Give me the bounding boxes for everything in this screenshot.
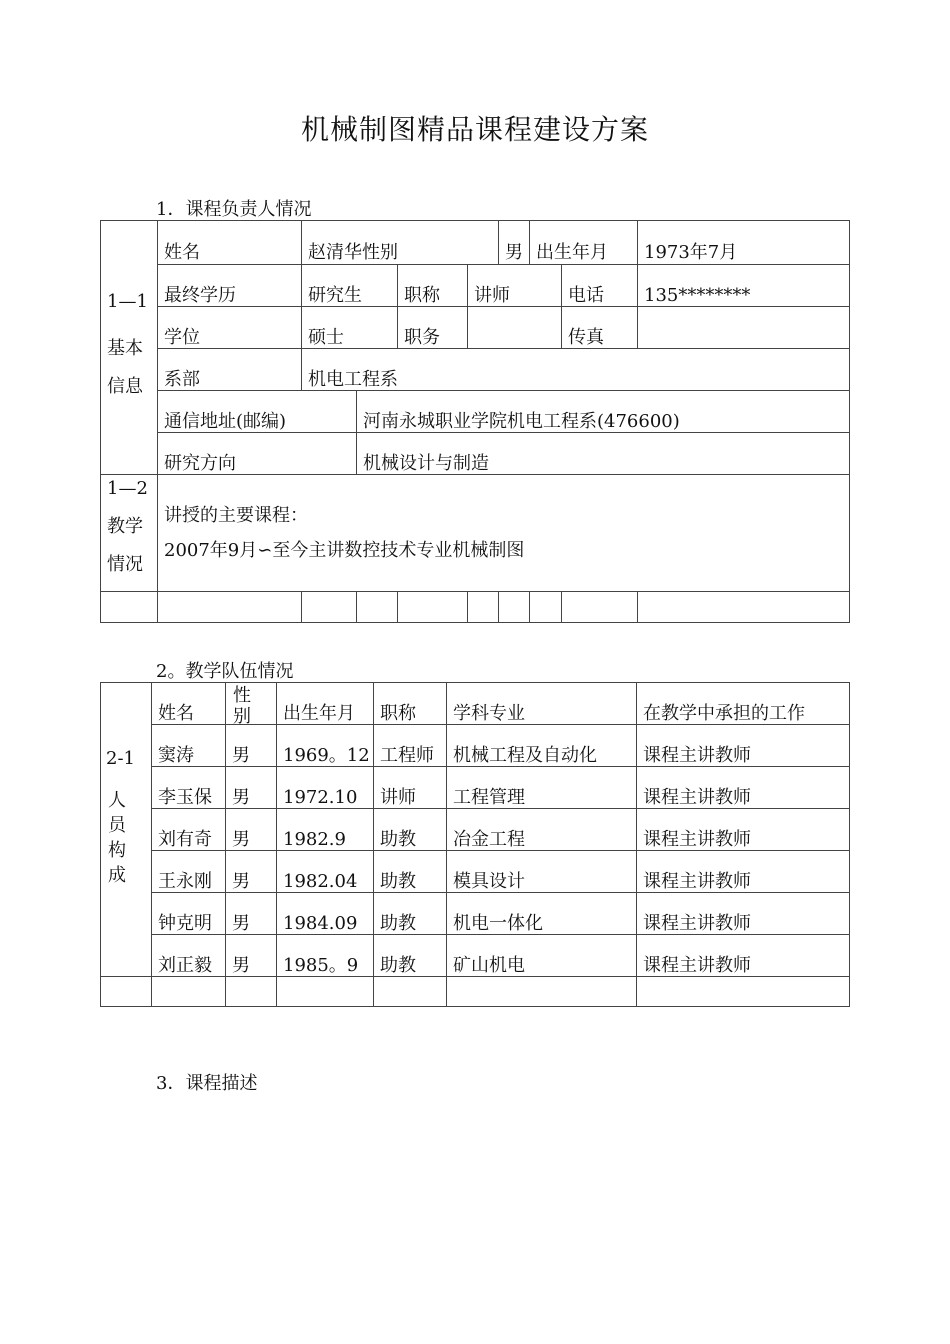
table-row-cell: 男 — [232, 745, 250, 766]
table-row-cell: 钟克明 — [158, 913, 212, 934]
title-value: 讲师 — [474, 285, 510, 306]
section2-heading: 2。教学队伍情况 — [156, 661, 294, 682]
table-row-cell: 窦涛 — [158, 745, 194, 766]
phone-label: 电话 — [568, 285, 604, 306]
team-label: 人员构成 — [108, 790, 126, 886]
document-title: 机械制图精品课程建设方案 — [300, 113, 649, 146]
table-row-cell: 工程师 — [380, 745, 434, 766]
table-row-cell: 助教 — [380, 913, 416, 934]
table-row-cell: 1984.09 — [283, 913, 358, 934]
table-row-cell: 1985。9 — [283, 955, 359, 976]
table-row-cell: 机电一体化 — [453, 913, 543, 934]
table-row-cell: 助教 — [380, 871, 416, 892]
table-row-cell: 男 — [232, 787, 250, 808]
table-row-cell: 刘有奇 — [158, 829, 212, 850]
table-row-cell: 男 — [232, 913, 250, 934]
table-row-cell: 矿山机电 — [453, 955, 525, 976]
teaching-code: 1—2 — [107, 478, 148, 499]
header-duty: 在教学中承担的工作 — [643, 703, 805, 724]
table-row-cell: 1982.9 — [283, 829, 346, 850]
table-row-cell: 模具设计 — [453, 871, 525, 892]
table-row-cell: 1982.04 — [283, 871, 358, 892]
table-row-cell: 课程主讲教师 — [643, 829, 751, 850]
table-row-cell: 1972.10 — [283, 787, 358, 808]
section3-heading: 3．课程描述 — [156, 1073, 258, 1094]
table-row-cell: 课程主讲教师 — [643, 871, 751, 892]
gender-label: 性别 — [362, 242, 398, 263]
courses-value: 2007年9月∽至今主讲数控技术专业机械制图 — [164, 540, 525, 561]
post-label: 职务 — [404, 327, 440, 348]
name-value — [308, 244, 398, 262]
header-title: 职称 — [380, 703, 416, 724]
header-birth: 出生年月 — [283, 703, 355, 724]
gender-value: 男 — [505, 242, 523, 263]
basic-info-label: 基本信息 — [107, 338, 143, 397]
table-row-cell: 李玉保 — [158, 787, 212, 808]
table-row-cell: 机械工程及自动化 — [453, 745, 597, 766]
table-row-cell: 男 — [232, 871, 250, 892]
birth-label: 出生年月 — [536, 242, 608, 263]
edu-label: 最终学历 — [164, 285, 236, 306]
header-gender: 性别 — [233, 685, 251, 727]
team-code: 2-1 — [106, 748, 135, 769]
degree-value: 硕士 — [308, 327, 344, 348]
title-label: 职称 — [404, 285, 440, 306]
table-row-cell: 课程主讲教师 — [643, 787, 751, 808]
teaching-label: 教学情况 — [107, 516, 143, 575]
section1-heading: 1．课程负责人情况 — [156, 199, 312, 220]
dept-value: 机电工程系 — [308, 369, 398, 390]
basic-info-code: 1—1 — [107, 291, 148, 312]
table-row-cell: 1969。12 — [283, 745, 370, 766]
table-row-cell: 男 — [232, 955, 250, 976]
table-row-cell: 男 — [232, 829, 250, 850]
address-label: 通信地址(邮编) — [164, 411, 287, 432]
research-label: 研究方向 — [164, 453, 236, 474]
edu-value: 研究生 — [308, 285, 362, 306]
phone-value: 135******** — [644, 285, 751, 306]
address-value: 河南永城职业学院机电工程系(476600) — [363, 411, 680, 432]
table-row-cell: 王永刚 — [158, 871, 212, 892]
table-row-cell: 讲师 — [380, 787, 416, 808]
table-row-cell: 冶金工程 — [453, 829, 525, 850]
research-value: 机械设计与制造 — [363, 453, 489, 474]
table-row-cell: 助教 — [380, 955, 416, 976]
table-row-cell: 助教 — [380, 829, 416, 850]
name-value-text: 赵清华 — [308, 242, 362, 263]
degree-label: 学位 — [164, 327, 200, 348]
table-row-cell: 刘正毅 — [158, 955, 212, 976]
birth-value: 1973年7月 — [644, 242, 738, 263]
fax-label: 传真 — [568, 327, 604, 348]
dept-label: 系部 — [164, 369, 200, 390]
courses-label: 讲授的主要课程： — [164, 505, 308, 526]
header-name: 姓名 — [158, 703, 194, 724]
name-label: 姓名 — [164, 242, 200, 263]
header-major: 学科专业 — [453, 703, 525, 724]
table-row-cell: 工程管理 — [453, 787, 525, 808]
table-row-cell: 课程主讲教师 — [643, 913, 751, 934]
table-row-cell: 课程主讲教师 — [643, 745, 751, 766]
table-row-cell: 课程主讲教师 — [643, 955, 751, 976]
